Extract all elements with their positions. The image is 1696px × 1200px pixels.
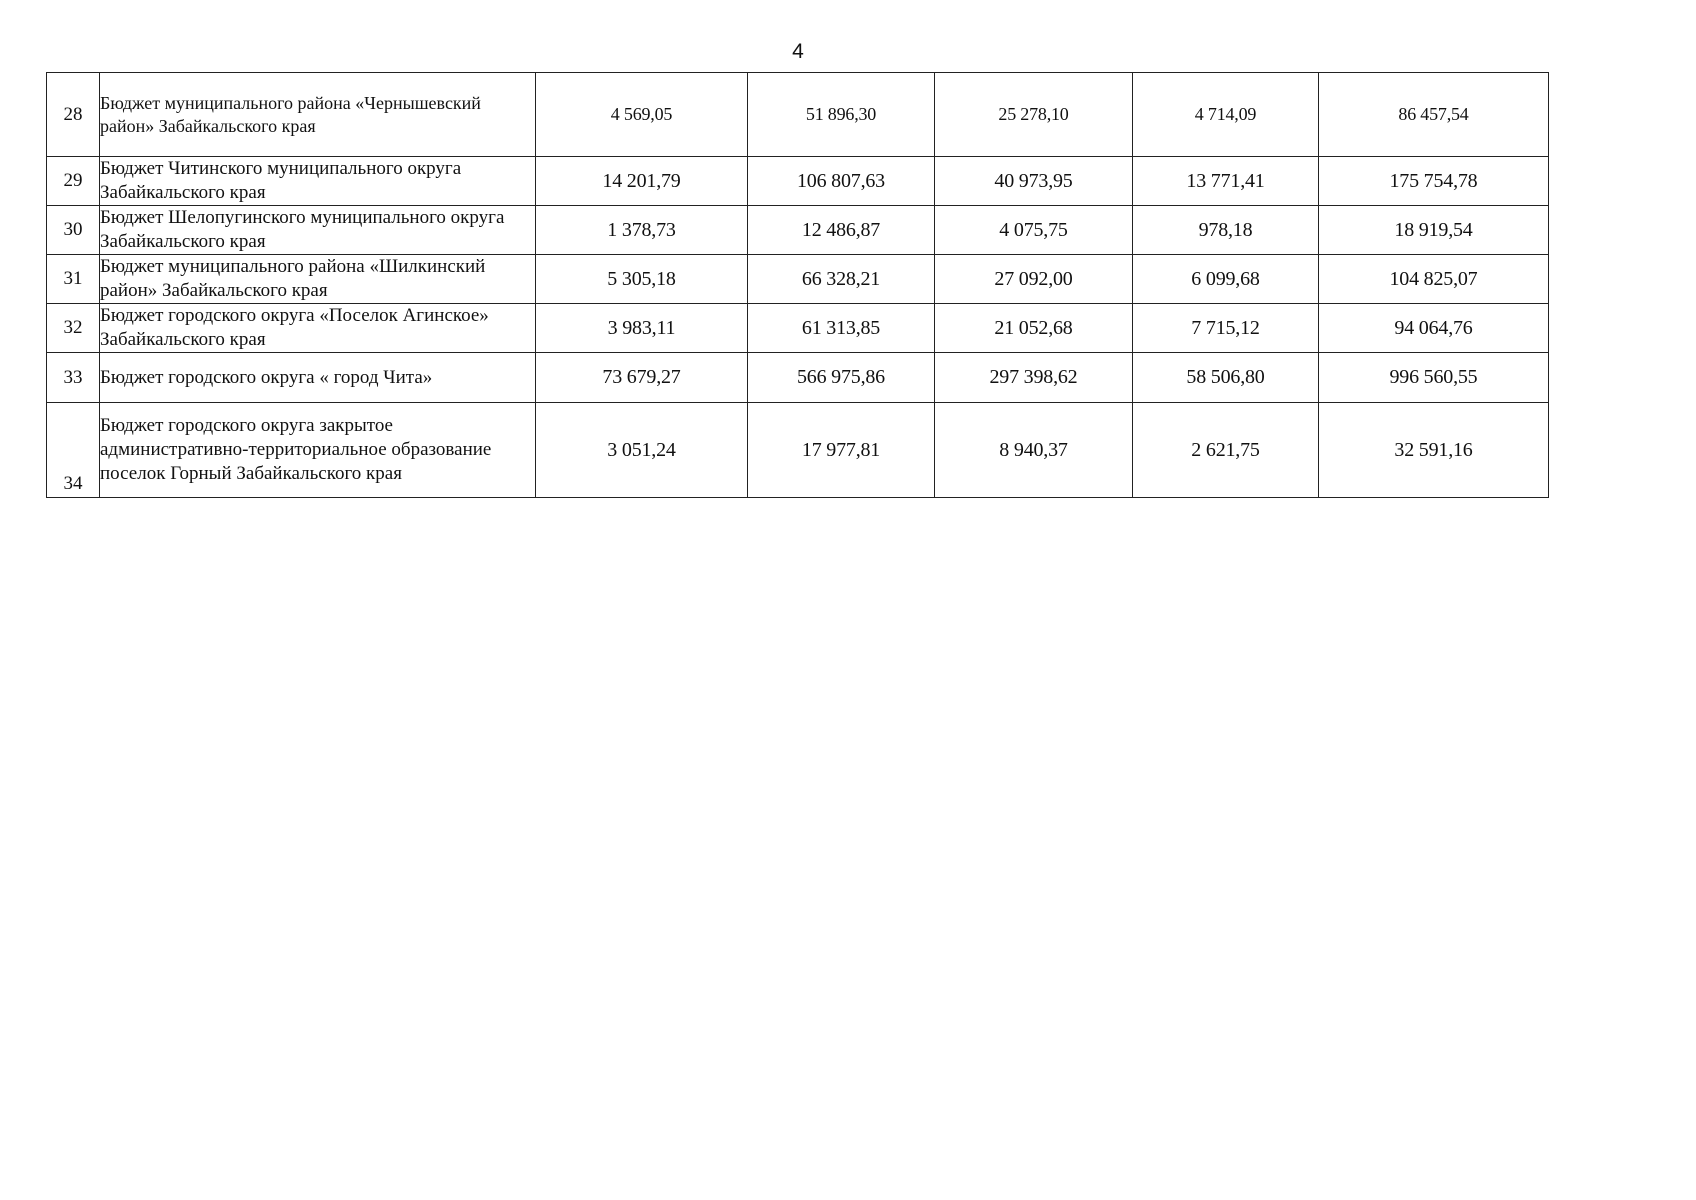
- value-cell: 73 679,27: [536, 353, 748, 403]
- budget-name: Бюджет городского округа «Поселок Агинское» Забайкальского края: [100, 304, 536, 353]
- table-row: [47, 157, 1549, 206]
- value-cell: 5 305,18: [536, 255, 748, 304]
- value-cell: 58 506,80: [1133, 353, 1319, 403]
- total-cell: 32 591,16: [1319, 403, 1549, 498]
- value-cell: 4 569,05: [536, 73, 748, 157]
- value-cell: 1 378,73: [536, 206, 748, 255]
- value-cell: 27 092,00: [935, 255, 1133, 304]
- value-cell: 6 099,68: [1133, 255, 1319, 304]
- total-cell: 18 919,54: [1319, 206, 1549, 255]
- value-cell: 66 328,21: [748, 255, 935, 304]
- value-cell: 61 313,85: [748, 304, 935, 353]
- value-cell: 13 771,41: [1133, 157, 1319, 206]
- row-number: 32: [47, 304, 100, 353]
- budget-name: Бюджет муниципального района «Чернышевский район» Забайкальского края: [100, 73, 536, 157]
- table-row: [47, 255, 1549, 304]
- value-cell: 17 977,81: [748, 403, 935, 498]
- total-cell: 104 825,07: [1319, 255, 1549, 304]
- row-number: 28: [47, 73, 100, 157]
- value-cell: 21 052,68: [935, 304, 1133, 353]
- row-number: 29: [47, 157, 100, 206]
- value-cell: 7 715,12: [1133, 304, 1319, 353]
- table-row: [47, 304, 1549, 353]
- value-cell: 106 807,63: [748, 157, 935, 206]
- value-cell: 3 051,24: [536, 403, 748, 498]
- value-cell: 14 201,79: [536, 157, 748, 206]
- table-row: [47, 403, 1549, 498]
- value-cell: 12 486,87: [748, 206, 935, 255]
- value-cell: 297 398,62: [935, 353, 1133, 403]
- value-cell: 3 983,11: [536, 304, 748, 353]
- total-cell: 86 457,54: [1319, 73, 1549, 157]
- total-cell: 175 754,78: [1319, 157, 1549, 206]
- value-cell: 25 278,10: [935, 73, 1133, 157]
- budget-name: Бюджет муниципального района «Шилкинский район» Забайкальского края: [100, 255, 536, 304]
- budget-name: Бюджет Читинского муниципального округа Забайкальского края: [100, 157, 536, 206]
- table-row: [47, 353, 1549, 403]
- value-cell: 978,18: [1133, 206, 1319, 255]
- total-cell: 996 560,55: [1319, 353, 1549, 403]
- value-cell: 51 896,30: [748, 73, 935, 157]
- table-row: [47, 206, 1549, 255]
- row-number: 34: [47, 403, 100, 498]
- value-cell: 40 973,95: [935, 157, 1133, 206]
- budget-name: Бюджет городского округа « город Чита»: [100, 353, 536, 403]
- value-cell: 4 714,09: [1133, 73, 1319, 157]
- value-cell: 2 621,75: [1133, 403, 1319, 498]
- budget-name: Бюджет Шелопугинского муниципального округа Забайкальского края: [100, 206, 536, 255]
- row-number: 30: [47, 206, 100, 255]
- value-cell: 4 075,75: [935, 206, 1133, 255]
- budget-table: [46, 72, 1549, 498]
- row-number: 33: [47, 353, 100, 403]
- budget-name: Бюджет городского округа закрытое административно-территориальное образование поселок Горный Забайкальского края: [100, 403, 536, 498]
- table-row: [47, 73, 1549, 157]
- value-cell: 8 940,37: [935, 403, 1133, 498]
- page-number: 4: [792, 40, 804, 63]
- value-cell: 566 975,86: [748, 353, 935, 403]
- total-cell: 94 064,76: [1319, 304, 1549, 353]
- row-number: 31: [47, 255, 100, 304]
